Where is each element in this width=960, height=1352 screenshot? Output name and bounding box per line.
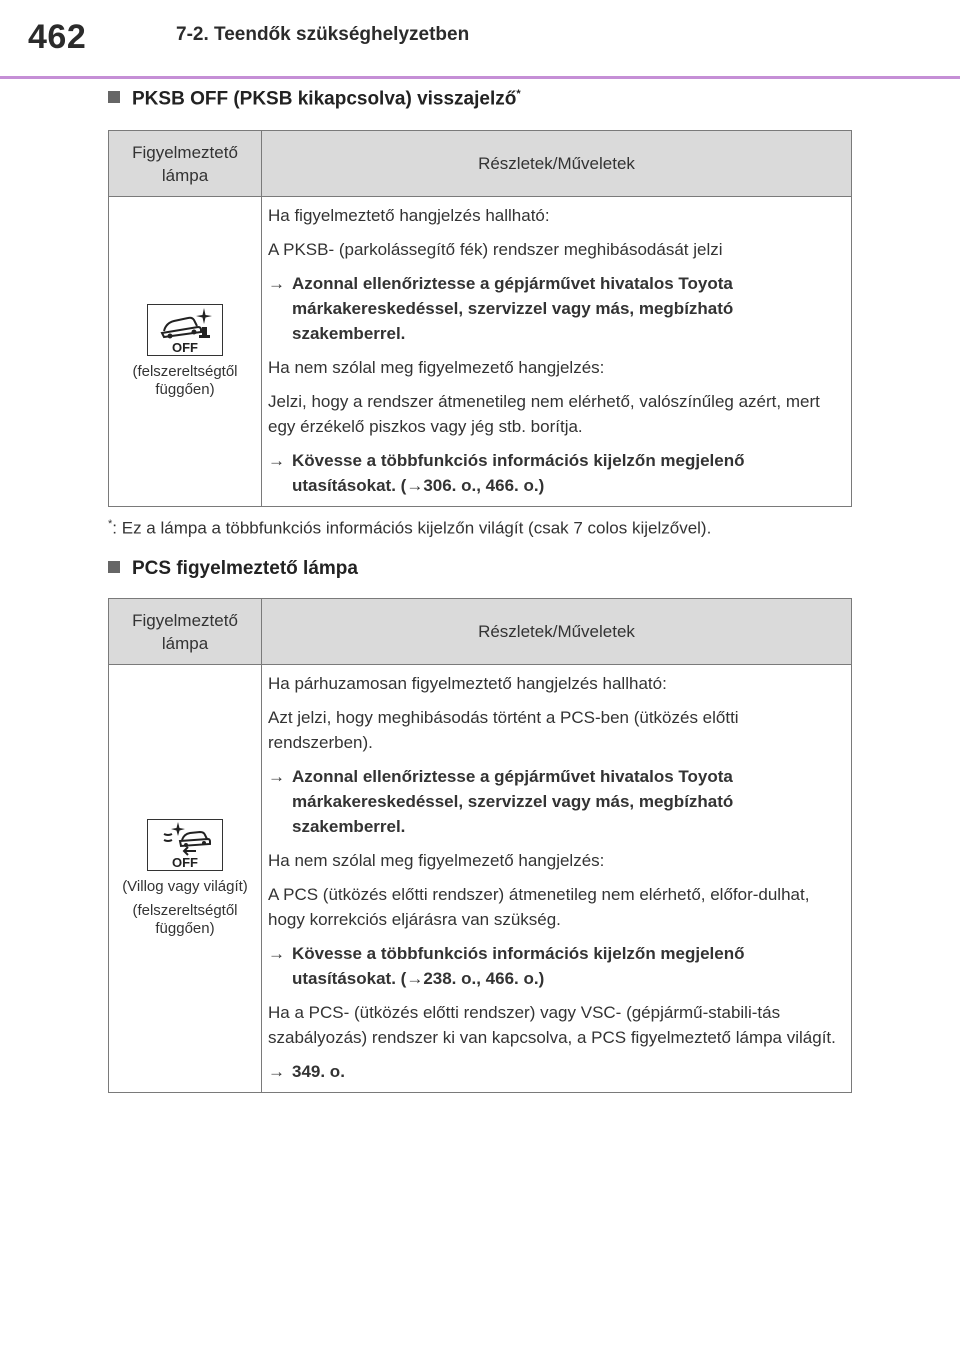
details-cell [262,197,852,507]
arrow-icon: → [268,274,285,293]
lamp-caption: (Villog vagy világít) [122,878,248,895]
page-ref[interactable]: 238. o., 466. o.) [423,969,545,988]
page-ref-arrow: → [406,476,424,495]
pcs-off-warning-icon [147,819,223,871]
page-ref[interactable]: 306. o., 466. o.) [423,476,545,495]
arrow-icon: → [268,767,285,786]
detail-text: Ha a PCS- (ütközés előtti rendszer) vagy VSC- (gépjármű-stabili-tás szabályozás) rendszer ki van kapcsolva, a PCS figyelmeztető lámpa világít. [268,1003,836,1047]
icon-off-label: OFF [172,340,198,355]
detail-action: → Kövesse a többfunkciós információs kijelzőn megjelenő utasításokat. (→306. o., 466. o.) [268,448,841,498]
detail-text: Ha figyelmeztető hangjelzés hallható: [268,206,550,225]
arrow-icon: → [268,944,285,963]
detail-action: → Azonnal ellenőriztesse a gépjárművet hivatalos Toyota márkakereskedéssel, szervizzel vagy más, megbízható szakemberrel. [268,764,841,839]
details-cell [262,665,852,1093]
detail-text: A PKSB- (parkolássegítő fék) rendszer meghibásodását jelzi [268,240,723,259]
detail-text: A PCS (ütközés előtti rendszer) átmenetileg nem elérhető, előfor-dulhat, hogy korrekciós eljárásra van szükség. [268,885,810,929]
page-ref[interactable]: 349. o. [292,1062,345,1081]
detail-text: Jelzi, hogy a rendszer átmenetileg nem elérhető, valószínűleg azért, mert egy érzékelő piszkos vagy jég stb. borítja. [268,392,820,436]
arrow-icon: → [268,1062,285,1081]
detail-text: Ha párhuzamosan figyelmeztető hangjelzés hallható: [268,674,667,693]
detail-action: → Kövesse a többfunkciós információs kijelzőn megjelenő utasításokat. (→238. o., 466. o.) [268,941,841,991]
icon-off-label: OFF [172,855,198,870]
detail-text: Ha nem szólal meg figyelmezető hangjelzés: [268,851,605,870]
square-bullet-icon [108,91,120,103]
col-header-details: Részletek/Műveletek [262,599,852,665]
pksb-off-warning-icon [147,304,223,356]
header-divider [0,76,960,79]
col-header-details: Részletek/Műveletek [262,131,852,197]
footnote-mark: * [516,88,521,100]
section-header: 7-2. Teendők szükséghelyzetben [176,24,470,45]
detail-text: Ha nem szólal meg figyelmezető hangjelzés: [268,358,605,377]
footnote-mark: * [108,518,113,530]
lamp-cell [109,665,262,1093]
lamp-caption: (felszereltségtől függően) [132,363,238,398]
page-ref-arrow: → [406,969,424,988]
pcs-table [108,598,852,1093]
section-title-text: PCS figyelmeztető lámpa [132,558,358,579]
detail-action [268,1059,841,1084]
col-header-lamp: Figyelmeztető lámpa [109,131,262,197]
detail-text: Azt jelzi, hogy meghibásodás történt a PCS-ben (ütközés előtti rendszerben). [268,708,739,752]
arrow-icon: → [268,451,285,470]
lamp-cell [109,197,262,507]
square-bullet-icon [108,561,120,573]
lamp-caption: (felszereltségtől függően) [132,902,238,937]
col-header-lamp: Figyelmeztető lámpa [109,599,262,665]
footnote [108,518,711,539]
section-title-text: PKSB OFF (PKSB kikapcsolva) visszajelző [132,88,517,110]
pksb-table [108,130,852,507]
page-number: 462 [28,18,87,56]
section-title-pksb [108,88,521,110]
section-title-pcs [108,558,358,580]
detail-action: → Azonnal ellenőriztesse a gépjárművet hivatalos Toyota márkakereskedéssel, szervizzel vagy más, megbízható szakemberrel. [268,271,841,346]
footnote-text: : Ez a lámpa a többfunkciós információs kijelzőn világít (csak 7 colos kijelzővel). [112,518,712,538]
